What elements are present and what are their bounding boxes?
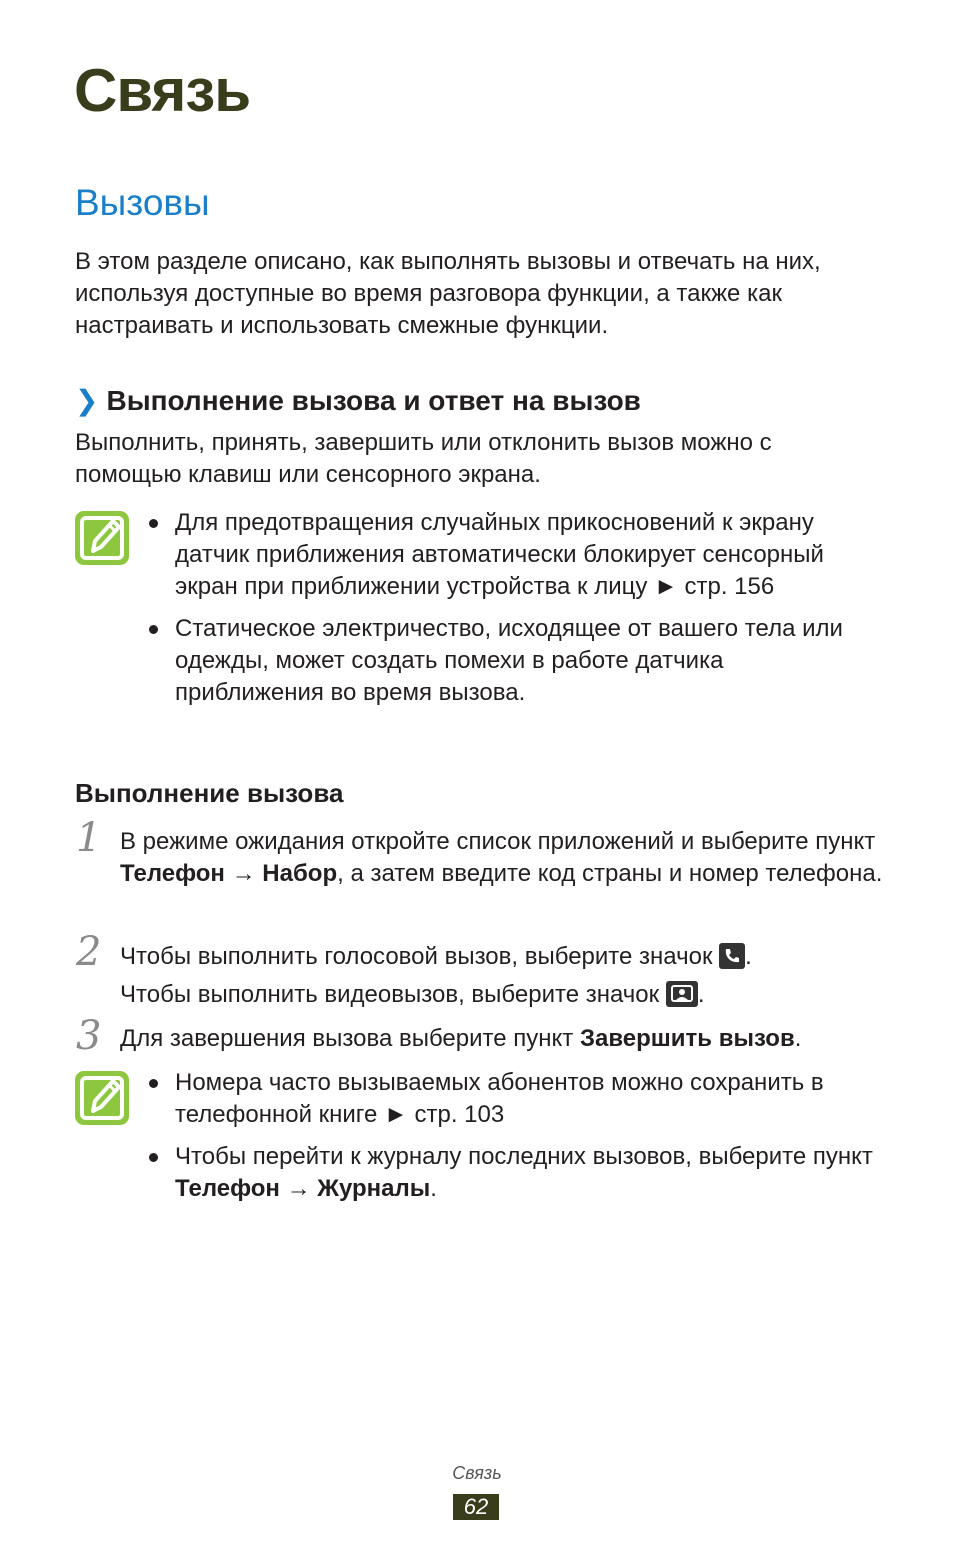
bullet-icon	[149, 519, 158, 528]
step-number: 1	[76, 815, 102, 861]
chevron-icon: ❯	[75, 385, 99, 416]
page-number: 62	[453, 1494, 499, 1520]
note-pencil-icon	[75, 1071, 129, 1130]
voice-call-icon	[719, 943, 745, 969]
menu-keypad: Набор	[262, 860, 338, 887]
end-call-label: Завершить вызов	[579, 1025, 795, 1052]
bullet-icon	[149, 1079, 158, 1088]
note-list	[147, 507, 867, 719]
section-title: Вызовы	[75, 182, 210, 223]
note-list	[147, 1067, 887, 1215]
step-3-text: Для завершения вызова выберите пункт Завершить вызов.	[120, 1025, 802, 1052]
list-item: Для предотвращения случайных прикосновений к экрану датчик приближения автоматически блокирует сенсорный экран при приближении устройства к лицу ► стр. 156	[147, 507, 867, 603]
subsection-title: Выполнение вызова и ответ на вызов	[106, 385, 641, 416]
list-item: Номера часто вызываемых абонентов можно сохранить в телефонной книге ► стр. 103	[147, 1067, 887, 1131]
step-1-text: В режиме ожидания откройте список приложений и выберите пункт Телефон → Набор, а затем введите код страны и номер телефона.	[120, 828, 883, 887]
video-call-icon	[666, 981, 698, 1007]
footer-label: Связь	[452, 1463, 502, 1483]
list-item: Чтобы перейти к журналу последних вызовов, выберите пункт Телефон → Журналы.	[147, 1141, 887, 1205]
making-call-heading: Выполнение вызова	[75, 778, 344, 808]
list-item: Статическое электричество, исходящее от вашего тела или одежды, может создать помехи в работе датчика приближения во время вызова.	[147, 613, 867, 709]
subsection-heading	[75, 384, 641, 417]
note-pencil-icon	[75, 511, 129, 570]
section-intro: В этом разделе описано, как выполнять вызовы и отвечать на них, используя доступные во время разговора функции, а также как настраивать и использовать смежные функции.	[75, 248, 821, 339]
subsection-description: Выполнить, принять, завершить или отклонить вызов можно с помощью клавиш или сенсорного экрана.	[75, 429, 772, 488]
menu-phone: Телефон	[120, 860, 225, 887]
chapter-title: Связь	[74, 57, 251, 124]
step-2-text: Чтобы выполнить голосовой вызов, выберите значок . Чтобы выполнить видеовызов, выберите значок .	[120, 943, 752, 1008]
bullet-icon	[149, 1153, 158, 1162]
step-number: 3	[76, 1013, 102, 1059]
step-number: 2	[76, 929, 102, 975]
bullet-icon	[149, 625, 158, 634]
